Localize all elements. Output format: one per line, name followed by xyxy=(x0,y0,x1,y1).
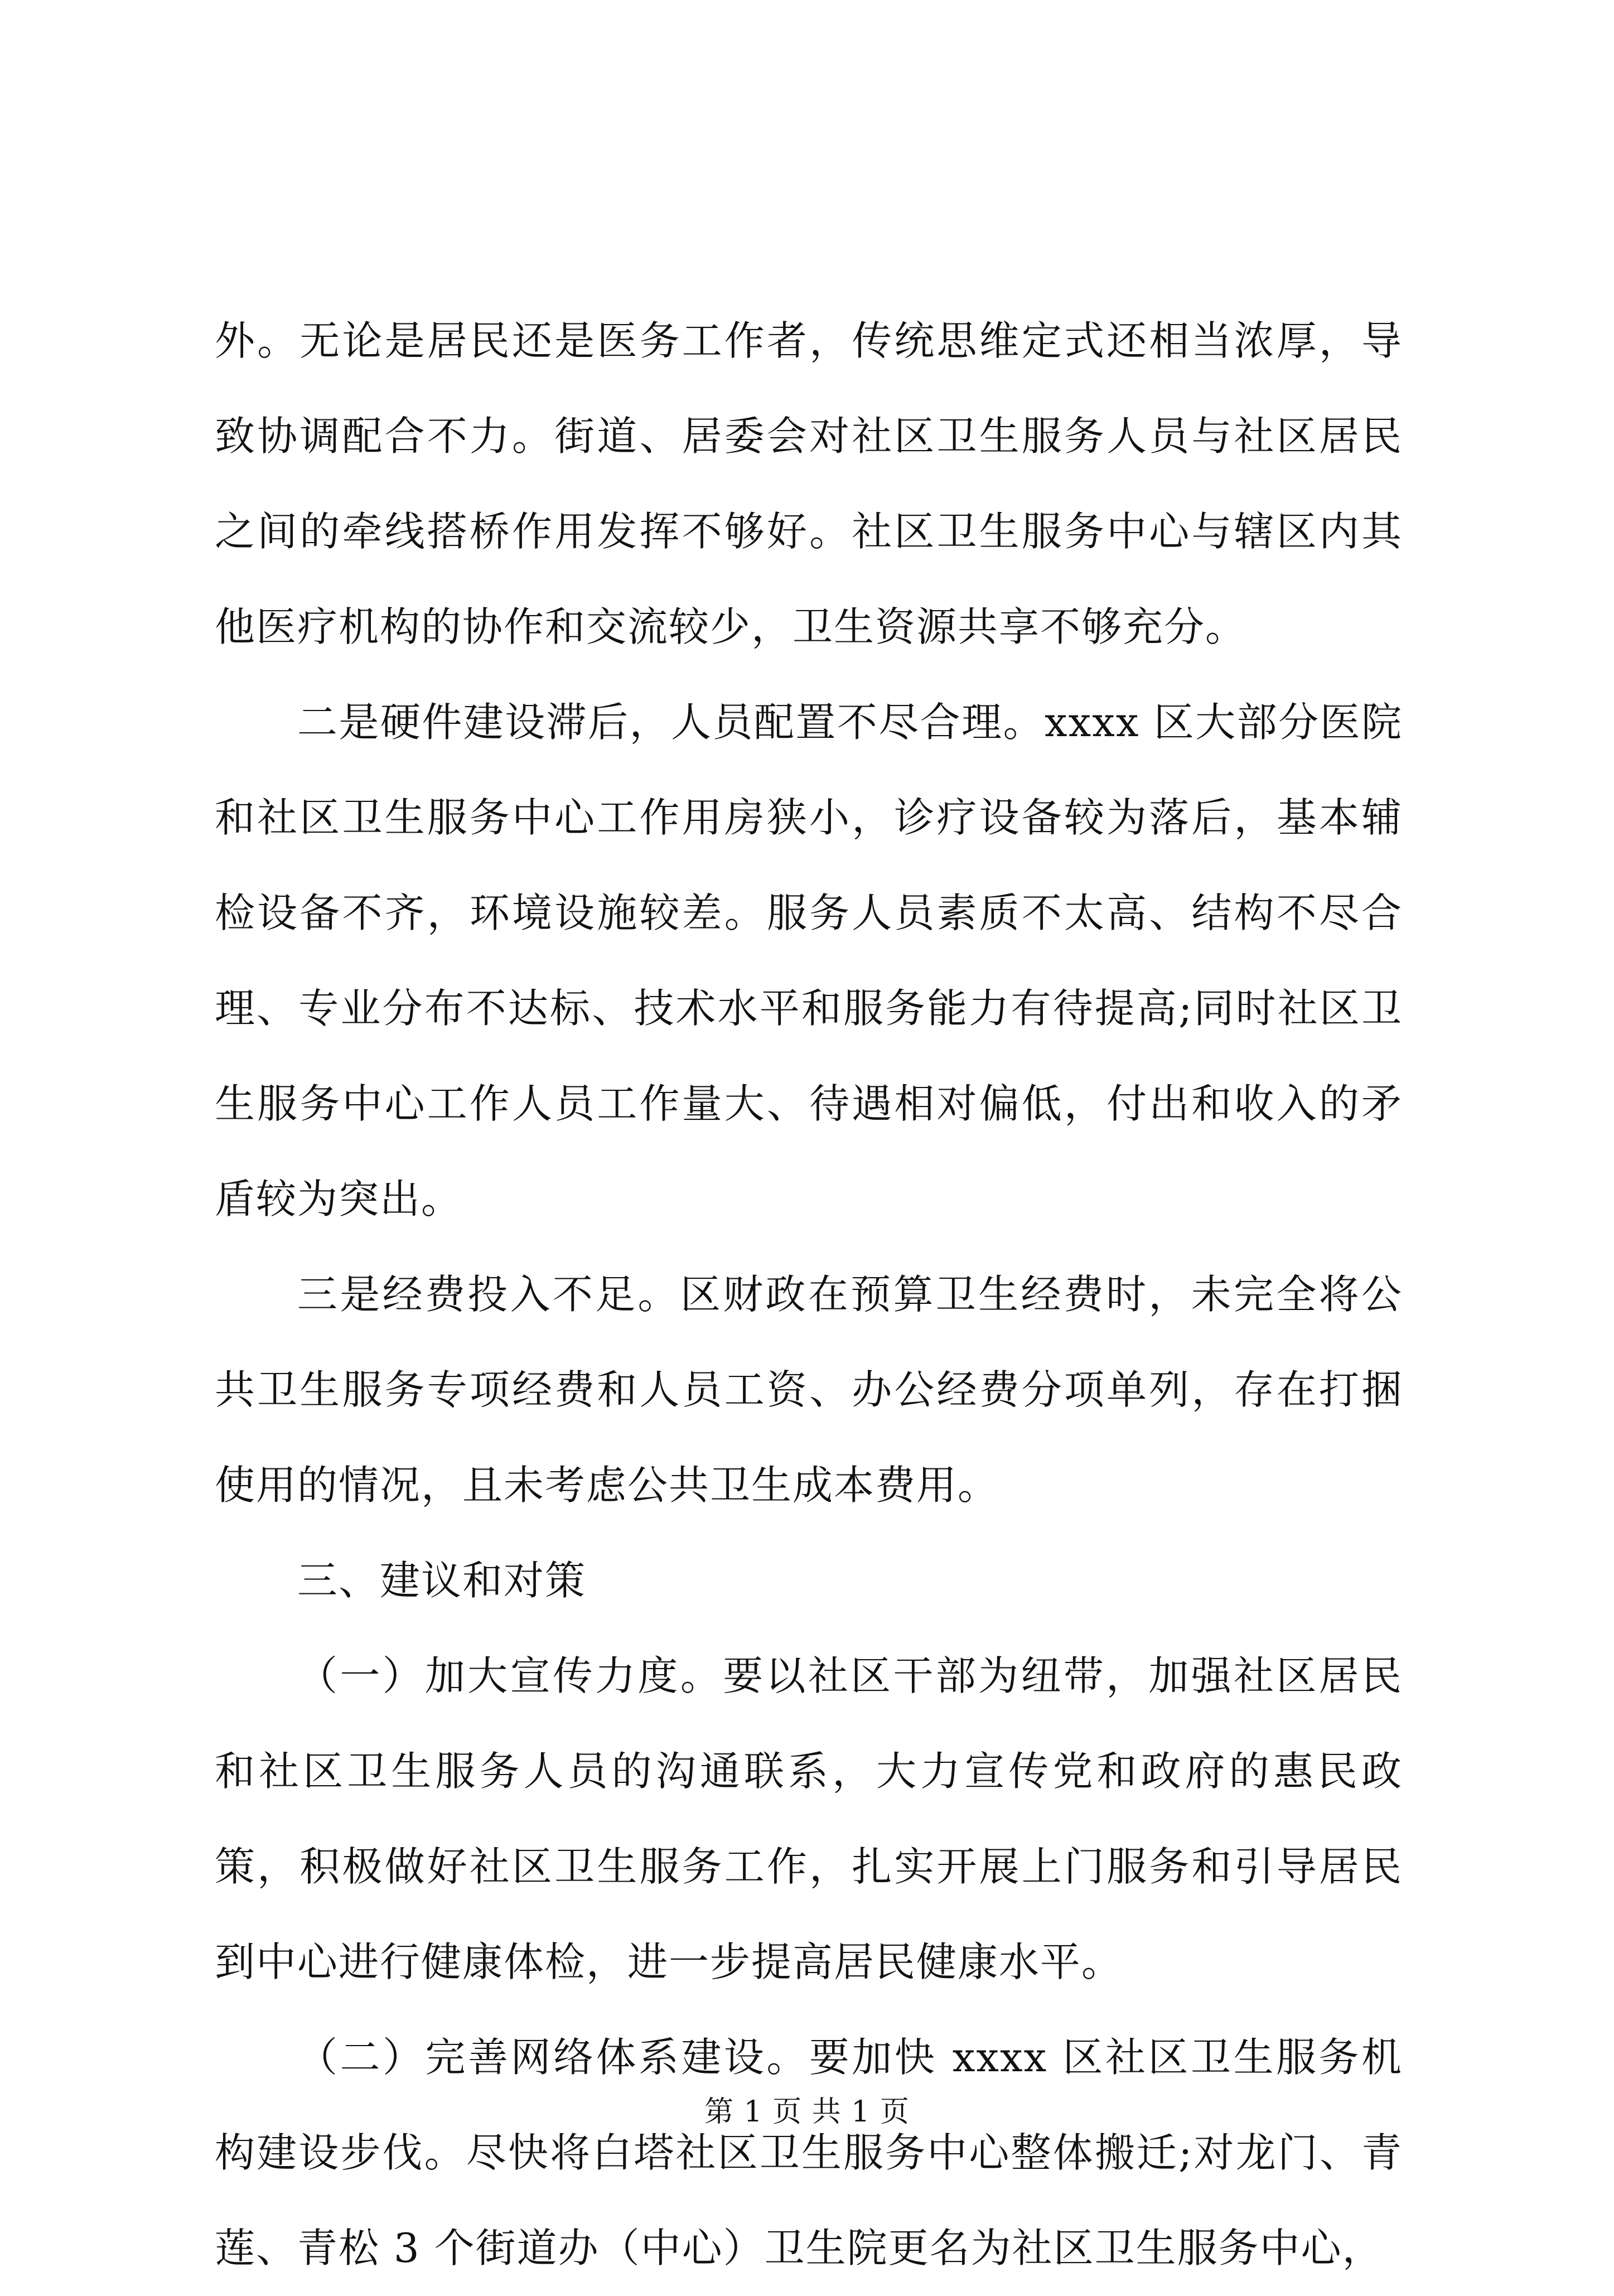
paragraph-1: 外。无论是居民还是医务工作者，传统思维定式还相当浓厚，导致协调配合不力。街道、居委会对社区卫生服务人员与社区居民之间的牵线搭桥作用发挥不够好。社区卫生服务中心与辖区内其他医疗机构的协作和交流较少，卫生资源共享不够充分。 xyxy=(215,317,1403,650)
paragraph-6: （二）完善网络体系建设。要加快 xxxx 区社区卫生服务机构建设步伐。尽快将白塔社区卫生服务中心整体搬迁;对龙门、青莲、青松 3 个街道办（中心）卫生院更名为社区卫生服务中心， xyxy=(215,2034,1403,2271)
paragraph-5: （一）加大宣传力度。要以社区干部为纽带，加强社区居民和社区卫生服务人员的沟通联系，大力宣传党和政府的惠民政策，积极做好社区卫生服务工作，扎实开展上门服务和引导居民到中心进行健康体检，进一步提高居民健康水平。 xyxy=(215,1652,1403,1985)
page-footer: 第 1 页 共 1 页 xyxy=(704,2095,910,2129)
section-heading: 三、建议和对策 xyxy=(297,1557,587,1604)
document-body xyxy=(215,293,1403,2296)
paragraph-3: 三是经费投入不足。区财政在预算卫生经费时，未完全将公共卫生服务专项经费和人员工资、办公经费分项单列，存在打捆使用的情况，且未考虑公共卫生成本费用。 xyxy=(215,1271,1403,1509)
paragraph-2: 二是硬件建设滞后，人员配置不尽合理。xxxx 区大部分医院和社区卫生服务中心工作用房狭小，诊疗设备较为落后，基本辅检设备不齐，环境设施较差。服务人员素质不太高、结构不尽合理、专业分布不达标、技术水平和服务能力有待提高;同时社区卫生服务中心工作人员工作量大、待遇相对偏低，付出和收入的矛盾较为突出。 xyxy=(215,699,1403,1222)
